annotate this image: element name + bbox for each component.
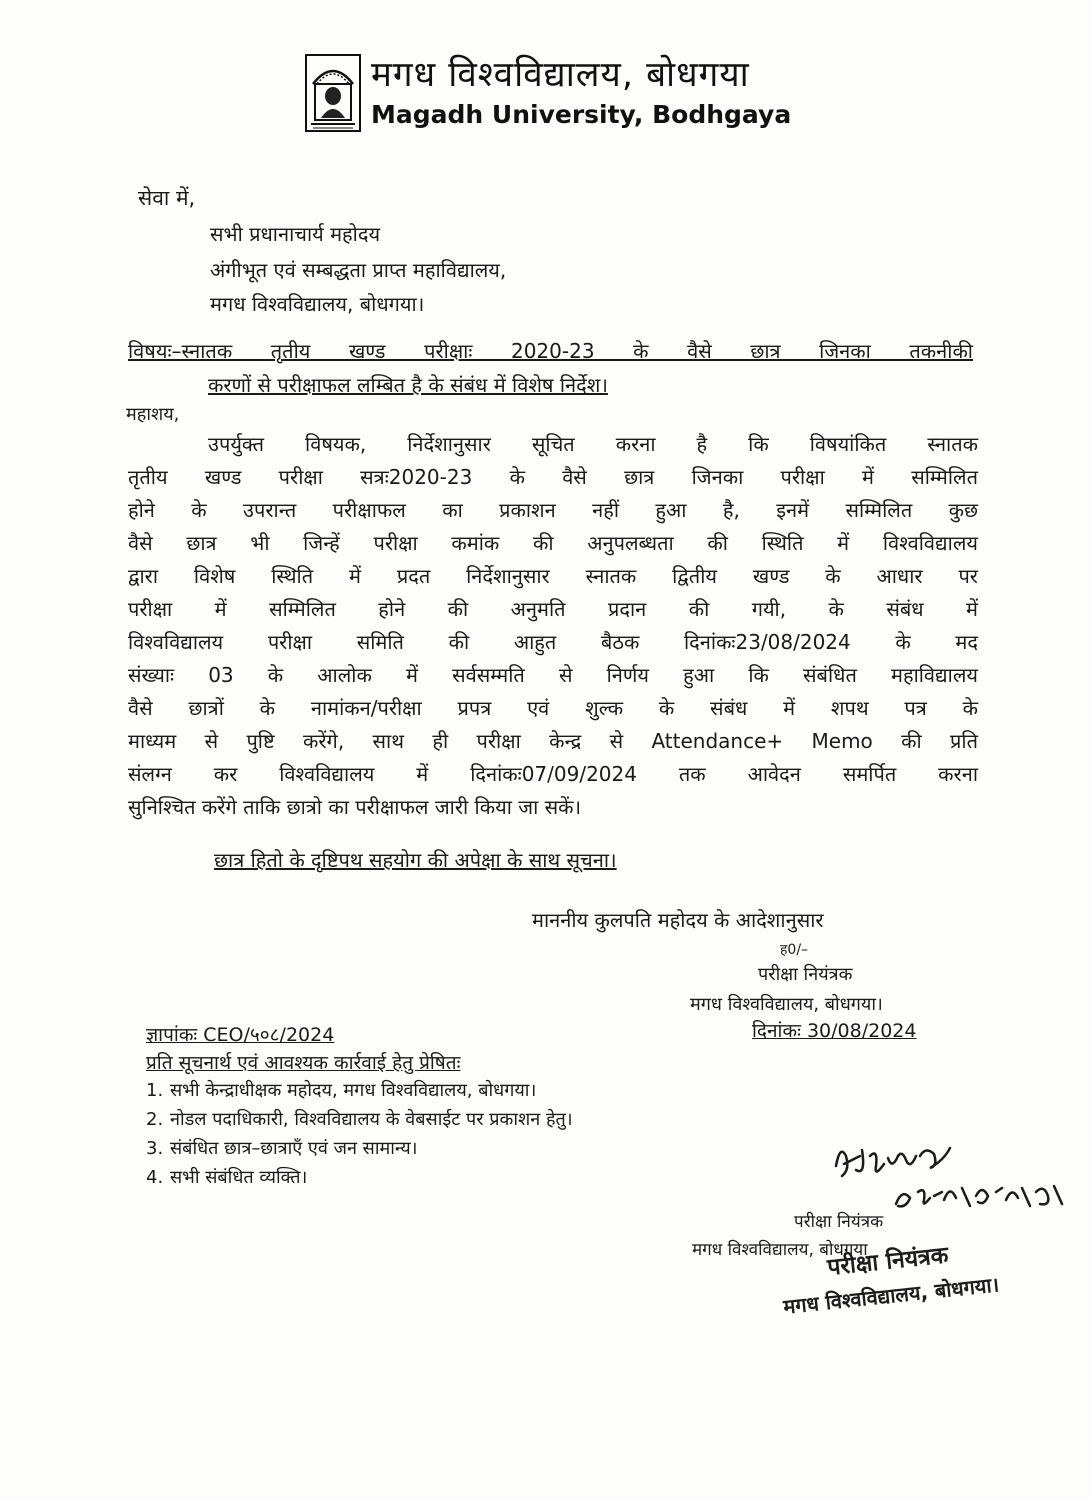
order-line: माननीय कुलपति महोदय के आदेशानुसार xyxy=(532,908,824,932)
list-item: 1. सभी केन्द्राधीक्षक महोदय, मगध विश्वविद्यालय, बोधगया। xyxy=(146,1080,537,1101)
stamp-line-2: मगध विश्वविद्यालय, बोधगया। xyxy=(782,1272,1001,1319)
authority-university: मगध विश्वविद्यालय, बोधगया। xyxy=(690,994,883,1015)
salutation: सेवा में, xyxy=(138,186,196,210)
greeting: महाशय, xyxy=(126,404,180,425)
subject-line-2: करणों से परीक्षाफल लम्बित है के संबंध में विशेष निर्देश। xyxy=(208,373,608,397)
signature-designation: परीक्षा नियंत्रक xyxy=(794,1212,884,1232)
university-name-hindi: मगध विश्वविद्यालय, बोधगया xyxy=(371,55,750,95)
handwritten-signature xyxy=(826,1126,1090,1226)
university-emblem-icon xyxy=(305,54,361,132)
signed-mark: ह0/– xyxy=(780,942,809,958)
body-line: वैसे छात्र भी जिन्हें परीक्षा कमांक की अनुपलब्धता की स्थिति में विश्वविद्यालय xyxy=(128,531,978,555)
body-line: संलग्न कर विश्वविद्यालय में दिनांकः07/09/2024 तक आवेदन समर्पित करना xyxy=(128,762,978,786)
copy-heading: प्रति सूचनार्थ एवं आवश्यक कार्रवाई हेतु प्रेषितः xyxy=(146,1052,461,1074)
body-line: वैसे छात्रों के नामांकन/परीक्षा प्रपत्र एवं शुल्क के संबंध में शपथ पत्र के xyxy=(128,696,978,720)
list-item: 2. नोडल पदाधिकारी, विश्वविद्यालय के वेबसाईट पर प्रकाशन हेतु। xyxy=(146,1109,573,1130)
body-line: द्वारा विशेष स्थिति में प्रदत निर्देशानुसार स्नातक द्वितीय खण्ड के आधार पर xyxy=(128,564,978,588)
stamp-line-1: परीक्षा नियंत्रक xyxy=(826,1242,950,1281)
letterhead xyxy=(305,50,815,136)
subject-line-1: विषयः–स्नातक तृतीय खण्ड परीक्षाः 2020-23 के वैसे छात्र जिनका तकनीकी xyxy=(128,339,973,363)
body-line: सुनिश्चित करेंगे ताकि छात्रो का परीक्षाफल जारी किया जा सकें। xyxy=(128,795,582,819)
list-item: 4. सभी संबंधित व्यक्ति। xyxy=(146,1167,308,1188)
signature-university: मगध विश्वविद्यालय, बोधगया xyxy=(692,1240,868,1260)
subject-line xyxy=(128,334,973,402)
body-line: होने के उपरान्त परीक्षाफल का प्रकाशन नहीं हुआ है, इनमें सम्मिलित कुछ xyxy=(128,498,978,522)
body-line: उपर्युक्त विषयक, निर्देशानुसार सूचित करना है कि विषयांकित स्नातक xyxy=(208,432,978,456)
copy-list xyxy=(146,1076,573,1192)
closing-note: छात्र हितो के दृष्टिपथ सहयोग की अपेक्षा के साथ सूचना। xyxy=(214,848,617,872)
body-line: परीक्षा में सम्मिलित होने की अनुमति प्रदान की गयी, के संबंध में xyxy=(128,597,978,621)
list-item: 3. संबंधित छात्र–छात्राएँ एवं जन सामान्य। xyxy=(146,1138,418,1159)
body-line: तृतीय खण्ड परीक्षा सत्रः2020-23 के वैसे छात्र जिनका परीक्षा में सम्मिलित xyxy=(128,465,978,489)
recipient-line-3: मगध विश्वविद्यालय, बोधगया। xyxy=(210,292,425,316)
memo-number: ज्ञापांकः CEO/५०८/2024 xyxy=(146,1024,335,1046)
authority-designation: परीक्षा नियंत्रक xyxy=(758,964,853,985)
recipient-line-2: अंगीभूत एवं सम्बद्धता प्राप्त महाविद्यालय, xyxy=(210,258,507,282)
university-name-english: Magadh University, Bodhgaya xyxy=(371,100,792,129)
body-line: विश्वविद्यालय परीक्षा समिति की आहुत बैठक दिनांकः23/08/2024 के मद xyxy=(128,630,978,654)
body-line: संख्याः 03 के आलोक में सर्वसम्मति से निर्णय हुआ कि संबंधित महाविद्यालय xyxy=(128,663,978,687)
recipient-line-1: सभी प्रधानाचार्य महोदय xyxy=(210,222,381,246)
letter-date: दिनांकः 30/08/2024 xyxy=(752,1020,917,1042)
body-paragraph xyxy=(128,428,978,824)
body-line: माध्यम से पुष्टि करेंगे, साथ ही परीक्षा केन्द्र से Attendance+ Memo की प्रति xyxy=(128,729,978,753)
